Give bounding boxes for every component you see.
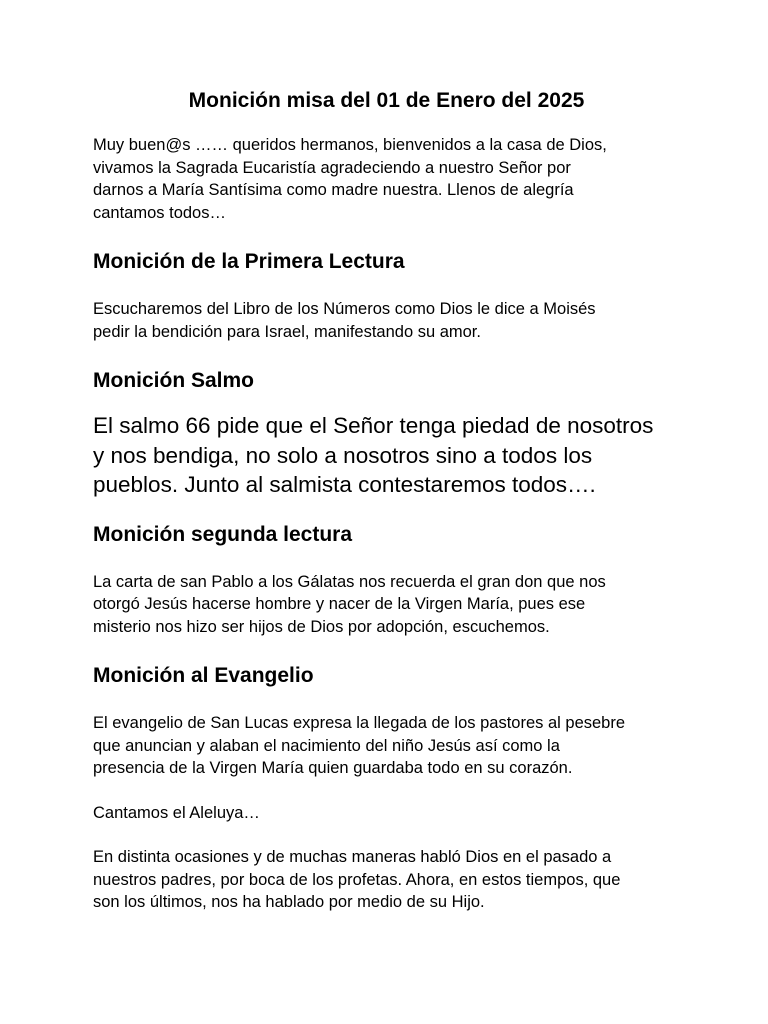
section-heading-evangelio: Monición al Evangelio bbox=[93, 664, 314, 687]
section-heading-primera-lectura: Monición de la Primera Lectura bbox=[93, 250, 405, 273]
aleluya-line: Cantamos el Aleluya… bbox=[93, 803, 260, 822]
section-heading-segunda-lectura: Monición segunda lectura bbox=[93, 522, 353, 546]
gospel-verse: En distinta ocasiones y de muchas maneras habló Dios en el pasado a nuestros padres, por boca de los profetas. Ahora, en estos tiempos, que son los últimos, nos ha hablado por medio de su Hijo. bbox=[93, 848, 621, 911]
section-body-segunda-lectura: La carta de san Pablo a los Gálatas nos recuerda el gran don que nos otorgó Jesús hacerse hombre y nacer de la Virgen María, pues ese misterio nos hizo ser hijos de Dios por adopción, escuchemos. bbox=[93, 572, 606, 636]
page-title: Monición misa del 01 de Enero del 2025 bbox=[188, 89, 585, 112]
section-heading-salmo: Monición Salmo bbox=[93, 369, 255, 392]
intro-paragraph: Muy buen@s …… queridos hermanos, bienvenidos a la casa de Dios, vivamos la Sagrada Eucaristía agradeciendo a nuestro Señor por darnos a María Santísima como madre nuestra. Llenos de alegría cantamos todos… bbox=[93, 136, 607, 222]
section-body-salmo: El salmo 66 pide que el Señor tenga piedad de nosotros y nos bendiga, no solo a nosotros sino a todos los pueblos. Junto al salmista contestaremos todos…. bbox=[93, 413, 654, 497]
section-body-primera-lectura: Escucharemos del Libro de los Números como Dios le dice a Moisés pedir la bendición para Israel, manifestando su amor. bbox=[93, 300, 596, 341]
section-body-evangelio: El evangelio de San Lucas expresa la llegada de los pastores al pesebre que anuncian y alaban el nacimiento del niño Jesús así como la presencia de la Virgen María quien guardaba todo en su corazón. bbox=[93, 714, 626, 777]
